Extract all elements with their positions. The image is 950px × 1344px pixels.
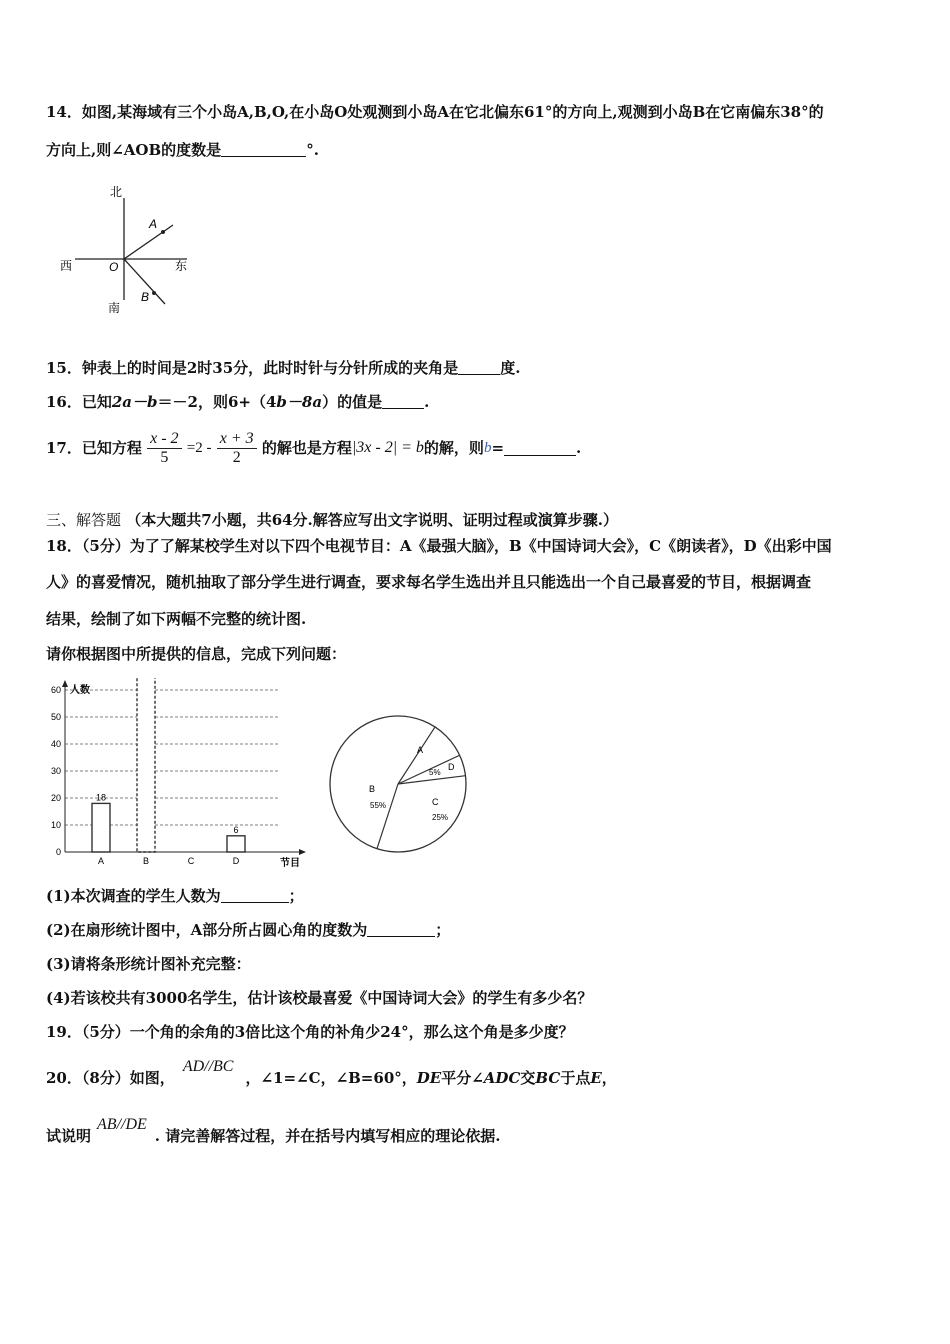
- q20-prefix: 20．（8分）如图，: [46, 1069, 175, 1087]
- q18-sub2-end: ；: [435, 921, 451, 939]
- q18-line1: 18．（5分）为了了解某校学生对以下四个电视节目：A《最强大脑》，B《中国诗词大会》，C《朗读者》，D《出彩中国: [46, 537, 832, 555]
- q17-text-c: =: [491, 439, 505, 457]
- q15-answer-blank: [458, 359, 500, 375]
- label-point-a: A: [149, 217, 158, 231]
- q20-line1: [46, 1058, 617, 1089]
- q17-prefix: 17．已知方程: [46, 439, 142, 457]
- pie-percent-B: 55%: [370, 801, 387, 810]
- q17-fraction-1: [147, 430, 181, 467]
- q20-adc: ADC: [483, 1069, 521, 1087]
- q17-mid: =2 -: [186, 440, 212, 456]
- q16-text-c: ）的值是: [322, 393, 383, 411]
- q17-abs-expr: |3x - 2| = b: [351, 439, 424, 456]
- label-south: 南: [108, 301, 121, 315]
- bar-data-label: 6: [233, 824, 239, 835]
- q20-line2-b: . 请完善解答过程，并在括号内填写相应的理论依据.: [154, 1127, 501, 1145]
- q18-sub1: [46, 886, 304, 906]
- q17-frac1-denominator: 5: [160, 448, 169, 466]
- q18-line3: 结果，绘制了如下两幅不完整的统计图.: [46, 610, 307, 628]
- q18-sub1-blank: [221, 887, 289, 903]
- q17-text-a: 的解也是方程: [261, 439, 352, 457]
- q20-text-d: 于点: [560, 1069, 591, 1087]
- q16-expr1: 2a－b: [111, 393, 158, 411]
- q17-text-d: .: [576, 439, 582, 457]
- pie-label-D: D: [448, 762, 455, 772]
- q20-cond2: AB//DE: [97, 1116, 147, 1133]
- q16-line: [46, 392, 429, 412]
- label-north: 北: [110, 185, 123, 199]
- label-origin: O: [109, 260, 119, 274]
- q17-frac1-numerator: x - 2: [147, 430, 181, 449]
- pie-label-C: C: [432, 797, 439, 807]
- q20-cond1: AD//BC: [182, 1058, 234, 1075]
- q18-sub2: [46, 920, 450, 940]
- q18-sub1-end: ；: [288, 887, 304, 905]
- q15-line: [46, 358, 520, 378]
- pie-percent-D: 5%: [429, 768, 441, 777]
- q15-text-b: 度.: [500, 359, 521, 377]
- q16-text-d: .: [424, 393, 430, 411]
- pie-chart: [320, 706, 480, 866]
- q20-text-e: ，: [601, 1069, 617, 1087]
- label-west: 西: [60, 259, 73, 273]
- y-tick-label: 40: [50, 739, 61, 749]
- q16-expr2: b－8a: [276, 393, 323, 411]
- y-tick-label: 0: [55, 847, 61, 857]
- label-east: 东: [175, 259, 188, 273]
- bar-A: [92, 803, 110, 852]
- q20-bc: BC: [535, 1069, 561, 1087]
- y-tick-label: 30: [50, 766, 61, 776]
- label-point-b: B: [141, 290, 150, 304]
- q20-line2: [46, 1116, 501, 1147]
- q18-sub3: (3)请将条形统计图补充完整：: [46, 955, 251, 973]
- compass-diagram: [55, 180, 205, 320]
- x-tick-label: C: [187, 856, 195, 866]
- q20-e: E: [590, 1069, 602, 1087]
- q20-text-c: 交: [520, 1069, 536, 1087]
- x-tick-label: A: [97, 856, 105, 866]
- q17-line: [46, 425, 581, 470]
- x-tick-label: D: [232, 856, 240, 866]
- q18-line2: 人》的喜爱情况，随机抽取了部分学生进行调查，要求每名学生选出并且只能选出一个自己最喜爱的节目，根据调查: [46, 573, 812, 591]
- y-tick-label: 20: [50, 793, 61, 803]
- q18-line4: 请你根据图中所提供的信息，完成下列问题：: [46, 645, 347, 663]
- bar-ylabel: 人数: [70, 685, 90, 696]
- bar-D: [227, 836, 245, 852]
- bar-data-label: 18: [95, 792, 107, 803]
- pie-label-A: A: [417, 745, 424, 755]
- q19-line: 19．（5分）一个角的余角的3倍比这个角的补角少24°，那么这个角是多少度？: [46, 1023, 574, 1041]
- pie-percent-C: 25%: [432, 813, 449, 822]
- q16-text-a: 16．已知: [46, 393, 112, 411]
- section3-title: 三、解答题: [46, 511, 122, 529]
- q14-line2: [46, 140, 319, 160]
- q14-answer-blank: [221, 141, 306, 157]
- q14-text-a: 方向上,则∠AOB的度数是: [46, 141, 222, 159]
- q18-sub1-text: (1)本次调查的学生人数为: [46, 887, 221, 905]
- q16-text-b: ＝－2，则6+（4: [157, 393, 277, 411]
- q20-line2-a: 试说明: [46, 1127, 92, 1145]
- q17-frac2-numerator: x + 3: [217, 430, 257, 449]
- q14-text-b: °.: [306, 141, 319, 159]
- q14-line1: 14．如图,某海域有三个小岛A,B,O,在小岛O处观测到小岛A在它北偏东61°的方向上,观测到小岛B在它南偏东38°的: [46, 103, 824, 121]
- q16-answer-blank: [382, 393, 424, 409]
- q20-text-a: ，∠1=∠C，∠B=60°，: [245, 1069, 417, 1087]
- q18-sub4: (4)若该校共有3000名学生，估计该校最喜爱《中国诗词大会》的学生有多少名？: [46, 989, 593, 1007]
- q17-var-b: b: [483, 440, 492, 456]
- bar-B: [137, 678, 155, 852]
- q20-text-b: 平分∠: [441, 1069, 484, 1087]
- section3-heading: [46, 510, 618, 530]
- bar-xlabel: 节目: [280, 858, 300, 869]
- q17-answer-blank: [504, 440, 576, 456]
- q15-text-a: 15．钟表上的时间是2时35分，此时时针与分针所成的夹角是: [46, 359, 459, 377]
- section3-note: （本大题共7小题，共64分.解答应写出文字说明、证明过程或演算步骤.）: [126, 511, 619, 529]
- y-tick-label: 10: [50, 820, 61, 830]
- q17-text-b: 的解，则: [423, 439, 484, 457]
- q18-sub2-text: (2)在扇形统计图中，A部分所占圆心角的度数为: [46, 921, 368, 939]
- q20-de: DE: [416, 1069, 442, 1087]
- bar-chart: [40, 678, 310, 870]
- q18-sub2-blank: [367, 921, 435, 937]
- y-tick-label: 50: [50, 712, 61, 722]
- x-tick-label: B: [142, 856, 150, 866]
- pie-label-B: B: [369, 784, 376, 794]
- q17-frac2-denominator: 2: [232, 448, 241, 466]
- y-tick-label: 60: [50, 685, 61, 695]
- q17-fraction-2: [217, 430, 257, 467]
